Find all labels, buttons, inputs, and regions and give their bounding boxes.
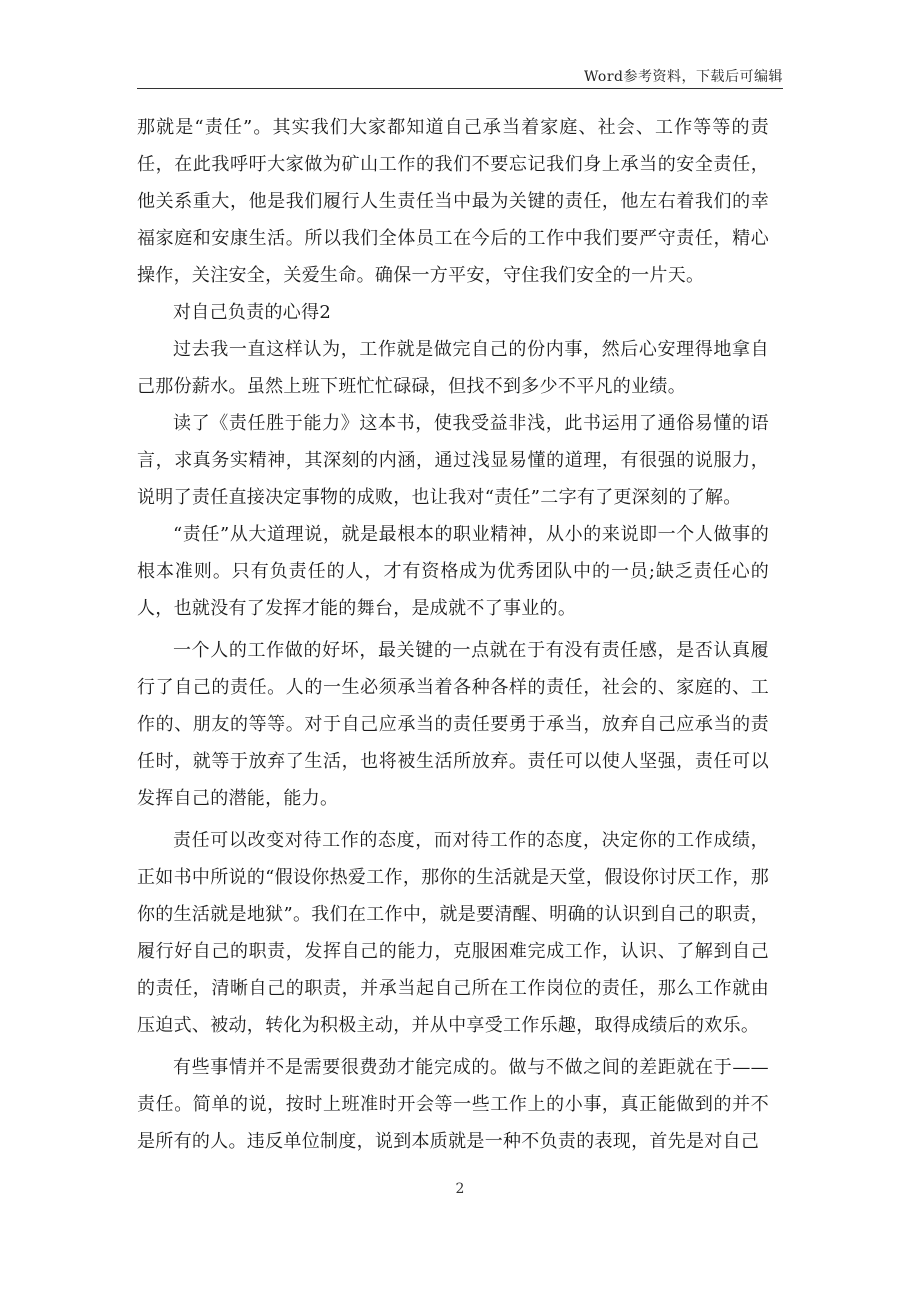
paragraph: 有些事情并不是需要很费劲才能完成的。做与不做之间的差距就在于——责任。简单的说，按时上班准时开会等一些工作上的小事，真正能做到的并不是所有的人。违反单位制度，说到本质就是一种不负责的表现，首先是对自己	[137, 1057, 769, 1152]
paragraph-continuation: 那就是“责任”。其实我们大家都知道自己承当着家庭、社会、工作等等的责任，在此我呼吁大家做为矿山工作的我们不要忘记我们身上承当的安全责任，他关系重大，他是我们履行人生责任当中最为关键的责任，他左右着我们的幸福家庭和安康生活。所以我们全体员工在今后的工作中我们要严守责任，精心操作，关注安全，关爱生命。确保一方平安，守住我们安全的一片天。	[137, 117, 769, 286]
header-divider	[137, 88, 783, 89]
paragraph: 读了《责任胜于能力》这本书，使我受益非浅，此书运用了通俗易懂的语言，求真务实精神，其深刻的内涵，通过浅显易懂的道理，有很强的说服力，说明了责任直接决定事物的成败，也让我对“责任”二字有了更深刻的了解。	[137, 413, 769, 508]
paragraph: 过去我一直这样认为，工作就是做完自己的份内事，然后心安理得地拿自己那份薪水。虽然上班下班忙忙碌碌，但找不到多少不平凡的业绩。	[137, 339, 769, 397]
paragraph: 一个人的工作做的好坏，最关键的一点就在于有没有责任感，是否认真履行了自己的责任。人的一生必须承当着各种各样的责任，社会的、家庭的、工作的、朋友的等等。对于自己应承当的责任要勇于承当，放弃自己应承当的责任时，就等于放弃了生活，也将被生活所放弃。责任可以使人坚强，责任可以发挥自己的潜能，能力。	[137, 640, 769, 809]
document-body	[137, 109, 769, 1160]
paragraph: 责任可以改变对待工作的态度，而对待工作的态度，决定你的工作成绩，正如书中所说的“假设你热爱工作，那你的生活就是天堂，假设你讨厌工作，那你的生活就是地狱”。我们在工作中，就是要清醒、明确的认识到自己的职责，履行好自己的职责，发挥自己的能力，克服困难完成工作，认识、了解到自己的责任，清晰自己的职责，并承当起自己所在工作岗位的责任，那么工作就由压迫式、被动，转化为积极主动，并从中享受工作乐趣，取得成绩后的欢乐。	[137, 830, 769, 1036]
paragraph: “责任”从大道理说，就是最根本的职业精神，从小的来说即一个人做事的根本准则。只有负责任的人，才有资格成为优秀团队中的一员;缺乏责任心的人，也就没有了发挥才能的舞台，是成就不了事业的。	[137, 524, 769, 619]
section-heading: 对自己负责的心得2	[173, 302, 332, 323]
page-header: Word参考资料，下载后可编辑	[583, 69, 783, 85]
page-number: 2	[455, 1181, 465, 1197]
